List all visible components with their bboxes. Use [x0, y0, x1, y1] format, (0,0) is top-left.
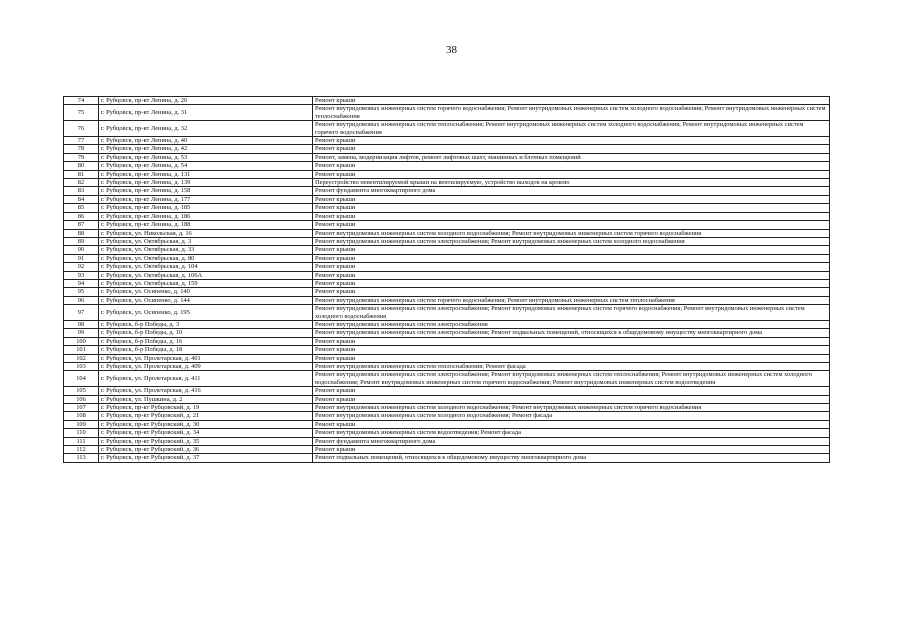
address-cell: г. Рубцовск, ул. Октябрьская, д. 106А [99, 271, 313, 279]
table-row [64, 153, 830, 161]
row-number-cell: 104 [64, 371, 99, 387]
address-cell: г. Рубцовск, пр-кт Рубцовский, д. 35 [99, 437, 313, 445]
address-cell: г. Рубцовск, пр-кт Ленина, д. 31 [99, 105, 313, 121]
row-number-cell: 101 [64, 346, 99, 354]
address-cell: г. Рубцовск, ул. Осипенко, д. 140 [99, 288, 313, 296]
table-row [64, 271, 830, 279]
address-cell: г. Рубцовск, ул. Пушкина, д. 2 [99, 395, 313, 403]
work-type-cell: Ремонт фундамента многоквартирного дома [313, 187, 830, 195]
work-type-cell: Ремонт крыши [313, 354, 830, 362]
page-number: 38 [446, 44, 457, 56]
work-type-cell: Ремонт крыши [313, 145, 830, 153]
work-type-cell: Ремонт внутридомовых инженерных систем электроснабжения; Ремонт внутридомовых инженерных систем холодного водоснабжения [313, 237, 830, 245]
address-cell: г. Рубцовск, б-р Победы, д. 18 [99, 346, 313, 354]
table-row [64, 137, 830, 145]
address-cell: г. Рубцовск, пр-кт Ленина, д. 177 [99, 195, 313, 203]
address-cell: г. Рубцовск, пр-кт Рубцовский, д. 19 [99, 404, 313, 412]
row-number-cell: 80 [64, 162, 99, 170]
work-type-cell: Ремонт внутридомовых инженерных систем горячего водоснабжения; Ремонт внутридомовых инженерных систем теплоснабжения [313, 296, 830, 304]
table-row [64, 354, 830, 362]
row-number-cell: 113 [64, 454, 99, 462]
work-type-cell: Ремонт крыши [313, 246, 830, 254]
work-type-cell: Ремонт крыши [313, 446, 830, 454]
table-row [64, 437, 830, 445]
work-type-cell: Ремонт крыши [313, 137, 830, 145]
work-type-cell: Ремонт внутридомовых инженерных систем холодного водоснабжения; Ремонт внутридомовых инженерных систем горячего водоснабжения [313, 229, 830, 237]
table-row [64, 454, 830, 462]
table-row [64, 412, 830, 420]
work-type-cell: Ремонт внутридомовых инженерных систем теплоснабжения; Ремонт внутридомовых инженерных систем холодного водоснабжения; Ремонт внутридомовых инженерных систем горячего водоснабжения [313, 121, 830, 137]
work-type-cell: Ремонт внутридомовых инженерных систем электроснабжения [313, 320, 830, 328]
row-number-cell: 102 [64, 354, 99, 362]
work-type-cell: Ремонт фундамента многоквартирного дома [313, 437, 830, 445]
work-type-cell: Ремонт крыши [313, 420, 830, 428]
table-row [64, 371, 830, 387]
address-cell: г. Рубцовск, ул. Пролетарская, д. 409 [99, 363, 313, 371]
row-number-cell: 105 [64, 387, 99, 395]
work-type-cell: Ремонт крыши [313, 162, 830, 170]
row-number-cell: 109 [64, 420, 99, 428]
address-cell: г. Рубцовск, пр-кт Ленина, д. 40 [99, 137, 313, 145]
address-cell: г. Рубцовск, ул. Никольская, д. 16 [99, 229, 313, 237]
table-row [64, 305, 830, 321]
row-number-cell: 111 [64, 437, 99, 445]
address-cell: г. Рубцовск, ул. Пролетарская, д. 401 [99, 354, 313, 362]
row-number-cell: 79 [64, 153, 99, 161]
work-type-cell: Ремонт крыши [313, 271, 830, 279]
address-cell: г. Рубцовск, ул. Октябрьская, д. 80 [99, 254, 313, 262]
address-cell: г. Рубцовск, пр-кт Ленина, д. 131 [99, 170, 313, 178]
address-cell: г. Рубцовск, пр-кт Рубцовский, д. 34 [99, 429, 313, 437]
row-number-cell: 77 [64, 137, 99, 145]
row-number-cell: 75 [64, 105, 99, 121]
address-cell: г. Рубцовск, пр-кт Ленина, д. 186 [99, 212, 313, 220]
table-row [64, 429, 830, 437]
row-number-cell: 93 [64, 271, 99, 279]
work-type-cell: Переустройство невентилируемой крыши на вентилируемую, устройство выходов на кровлю [313, 179, 830, 187]
row-number-cell: 98 [64, 320, 99, 328]
work-type-cell: Ремонт крыши [313, 263, 830, 271]
table-row [64, 254, 830, 262]
row-number-cell: 95 [64, 288, 99, 296]
table-row [64, 97, 830, 105]
row-number-cell: 76 [64, 121, 99, 137]
work-type-cell: Ремонт крыши [313, 212, 830, 220]
repair-table [63, 96, 829, 463]
table-row [64, 288, 830, 296]
table-row [64, 395, 830, 403]
table-row [64, 162, 830, 170]
table-row [64, 263, 830, 271]
work-type-cell: Ремонт крыши [313, 170, 830, 178]
row-number-cell: 108 [64, 412, 99, 420]
row-number-cell: 91 [64, 254, 99, 262]
address-cell: г. Рубцовск, пр-кт Ленина, д. 54 [99, 162, 313, 170]
work-type-cell: Ремонт крыши [313, 288, 830, 296]
table-row [64, 237, 830, 245]
work-type-cell: Ремонт внутридомовых инженерных систем теплоснабжения; Ремонт фасада [313, 363, 830, 371]
work-type-cell: Ремонт внутридомовых инженерных систем электроснабжения; Ремонт подвальных помещений, относящихся к общедомовому имуществу многоквартирного дома [313, 329, 830, 337]
table-row [64, 246, 830, 254]
work-type-cell: Ремонт внутридомовых инженерных систем водоотведения; Ремонт фасада [313, 429, 830, 437]
row-number-cell: 85 [64, 204, 99, 212]
work-type-cell: Ремонт крыши [313, 221, 830, 229]
table-row [64, 329, 830, 337]
work-type-cell: Ремонт крыши [313, 279, 830, 287]
address-cell: г. Рубцовск, ул. Октябрьская, д. 33 [99, 246, 313, 254]
address-cell: г. Рубцовск, пр-кт Рубцовский, д. 21 [99, 412, 313, 420]
row-number-cell: 92 [64, 263, 99, 271]
table-row [64, 420, 830, 428]
table-row [64, 170, 830, 178]
table-row [64, 212, 830, 220]
table-row [64, 204, 830, 212]
table-row [64, 279, 830, 287]
table-row [64, 296, 830, 304]
address-cell: г. Рубцовск, пр-кт Ленина, д. 185 [99, 204, 313, 212]
work-type-cell: Ремонт крыши [313, 254, 830, 262]
row-number-cell: 112 [64, 446, 99, 454]
work-type-cell: Ремонт крыши [313, 337, 830, 345]
address-cell: г. Рубцовск, пр-кт Рубцовский, д. 30 [99, 420, 313, 428]
table-row [64, 121, 830, 137]
row-number-cell: 96 [64, 296, 99, 304]
address-cell: г. Рубцовск, ул. Пролетарская, д. 411 [99, 371, 313, 387]
row-number-cell: 107 [64, 404, 99, 412]
row-number-cell: 78 [64, 145, 99, 153]
work-type-cell: Ремонт крыши [313, 346, 830, 354]
row-number-cell: 74 [64, 97, 99, 105]
address-cell: г. Рубцовск, ул. Осипенко, д. 144 [99, 296, 313, 304]
address-cell: г. Рубцовск, пр-кт Ленина, д. 188 [99, 221, 313, 229]
table-row [64, 320, 830, 328]
row-number-cell: 87 [64, 221, 99, 229]
work-type-cell: Ремонт внутридомовых инженерных систем электроснабжения; Ремонт внутридомовых инженерных систем горячего водоснабжения; Ремонт внутридомовых инженерных систем холодного водоснабжения [313, 305, 830, 321]
table-row [64, 179, 830, 187]
table-row [64, 187, 830, 195]
row-number-cell: 97 [64, 305, 99, 321]
address-cell: г. Рубцовск, пр-кт Ленина, д. 42 [99, 145, 313, 153]
table-row [64, 221, 830, 229]
address-cell: г. Рубцовск, ул. Октябрьская, д. 3 [99, 237, 313, 245]
address-cell: г. Рубцовск, ул. Пролетарская, д. 416 [99, 387, 313, 395]
row-number-cell: 88 [64, 229, 99, 237]
address-cell: г. Рубцовск, пр-кт Ленина, д. 139 [99, 179, 313, 187]
table-row [64, 145, 830, 153]
work-type-cell: Ремонт подвальных помещений, относящихся к общедомовому имуществу многоквартирного дома [313, 454, 830, 462]
row-number-cell: 94 [64, 279, 99, 287]
address-cell: г. Рубцовск, ул. Октябрьская, д. 104 [99, 263, 313, 271]
table-row [64, 229, 830, 237]
row-number-cell: 82 [64, 179, 99, 187]
work-type-cell: Ремонт внутридомовых инженерных систем холодного водоснабжения; Ремонт внутридомовых инженерных систем горячего водоснабжения [313, 404, 830, 412]
row-number-cell: 100 [64, 337, 99, 345]
table-row [64, 446, 830, 454]
address-cell: г. Рубцовск, пр-кт Ленина, д. 158 [99, 187, 313, 195]
work-type-cell: Ремонт крыши [313, 204, 830, 212]
work-type-cell: Ремонт крыши [313, 395, 830, 403]
table-row [64, 387, 830, 395]
row-number-cell: 83 [64, 187, 99, 195]
row-number-cell: 90 [64, 246, 99, 254]
row-number-cell: 81 [64, 170, 99, 178]
address-cell: г. Рубцовск, пр-кт Рубцовский, д. 37 [99, 454, 313, 462]
table-row [64, 363, 830, 371]
address-cell: г. Рубцовск, ул. Осипенко, д. 195 [99, 305, 313, 321]
work-type-cell: Ремонт крыши [313, 387, 830, 395]
work-type-cell: Ремонт крыши [313, 97, 830, 105]
table-row [64, 105, 830, 121]
work-type-cell: Ремонт внутридомовых инженерных систем холодного водоснабжения; Ремонт фасада [313, 412, 830, 420]
address-cell: г. Рубцовск, ул. Октябрьская, д. 159 [99, 279, 313, 287]
address-cell: г. Рубцовск, б-р Победы, д. 16 [99, 337, 313, 345]
row-number-cell: 84 [64, 195, 99, 203]
work-type-cell: Ремонт внутридомовых инженерных систем электроснабжения; Ремонт внутридомовых инженерных систем теплоснабжения; Ремонт внутридомовых инженерных систем холодного водоснабжения; Ремонт внутридомовых инженерных систем горячего водоснабжения; Ремонт внутридомовых инженерных систем водоотведения [313, 371, 830, 387]
row-number-cell: 89 [64, 237, 99, 245]
row-number-cell: 110 [64, 429, 99, 437]
table-row [64, 346, 830, 354]
address-cell: г. Рубцовск, б-р Победы, д. 3 [99, 320, 313, 328]
address-cell: г. Рубцовск, пр-кт Ленина, д. 32 [99, 121, 313, 137]
table-row [64, 337, 830, 345]
table-row [64, 404, 830, 412]
row-number-cell: 103 [64, 363, 99, 371]
address-cell: г. Рубцовск, пр-кт Ленина, д. 53 [99, 153, 313, 161]
address-cell: г. Рубцовск, пр-кт Рубцовский, д. 36 [99, 446, 313, 454]
address-cell: г. Рубцовск, б-р Победы, д. 10 [99, 329, 313, 337]
work-type-cell: Ремонт внутридомовых инженерных систем горячего водоснабжения; Ремонт внутридомовых инженерных систем холодного водоснабжения; Ремонт внутридомовых инженерных систем теплоснабжения [313, 105, 830, 121]
row-number-cell: 99 [64, 329, 99, 337]
row-number-cell: 86 [64, 212, 99, 220]
table-body [64, 97, 830, 463]
address-cell: г. Рубцовск, пр-кт Ленина, д. 26 [99, 97, 313, 105]
work-type-cell: Ремонт крыши [313, 195, 830, 203]
work-type-cell: Ремонт, замена, модернизация лифтов, ремонт лифтовых шахт, машинных и блочных помещений [313, 153, 830, 161]
row-number-cell: 106 [64, 395, 99, 403]
table-row [64, 195, 830, 203]
